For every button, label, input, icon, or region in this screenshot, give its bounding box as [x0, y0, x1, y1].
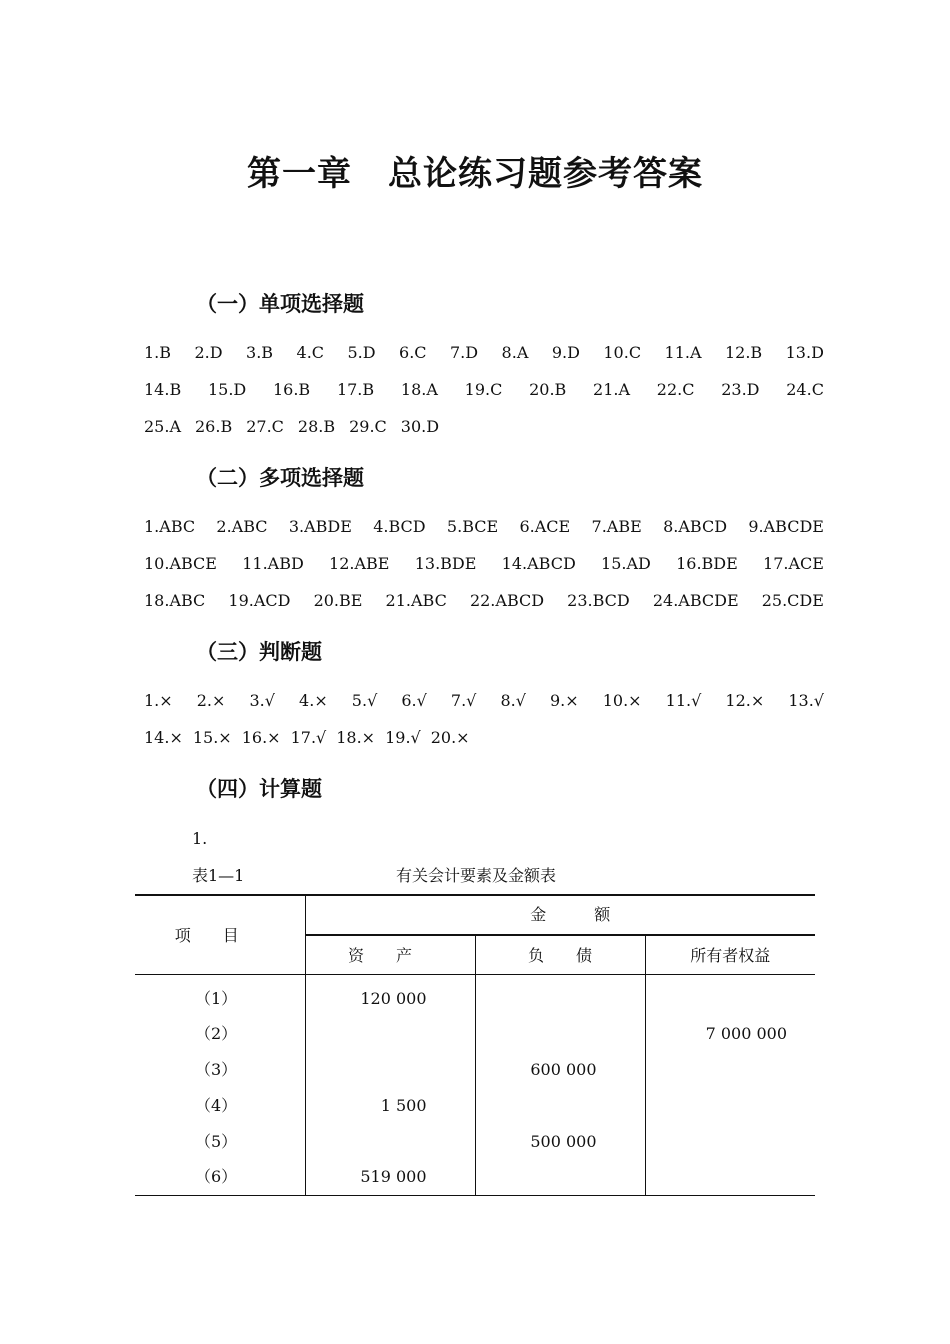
- equity-value: [646, 1124, 788, 1160]
- item-label: （3）: [195, 1060, 238, 1080]
- equity-value: [646, 1052, 788, 1088]
- answer-item: 24.ABCDE: [652, 591, 739, 610]
- answer-item: 17.√: [290, 728, 327, 747]
- asset-value: 120 000: [360, 988, 427, 1008]
- answer-item: 11.√: [665, 691, 702, 710]
- answer-item: 3.√: [249, 691, 275, 710]
- answer-item: 14.×: [144, 728, 183, 747]
- asset-value: [306, 1124, 427, 1160]
- answer-item: 11.ABD: [242, 554, 304, 573]
- header-item: 项 目: [135, 895, 305, 974]
- assets-column: [305, 974, 475, 1196]
- answer-item: 13.√: [788, 691, 824, 710]
- answer-item: 10.ABCE: [144, 554, 217, 573]
- item-label: （2）: [195, 1024, 238, 1044]
- answer-item: 2.×: [196, 691, 226, 710]
- answer-item: 6.√: [401, 691, 427, 710]
- answer-item: 22.ABCD: [469, 591, 545, 610]
- answer-item: 19.ACD: [228, 591, 291, 610]
- header-assets: 资 产: [305, 935, 475, 974]
- table-title: 有关会计要素及金额表: [396, 866, 557, 885]
- answer-item: 23.BCD: [567, 591, 630, 610]
- header-amount: 金 额: [305, 895, 815, 935]
- answer-item: 21.ABC: [385, 591, 447, 610]
- answer-item: 3.B: [246, 343, 274, 362]
- table-number: 表1—1: [192, 866, 245, 885]
- asset-value: [306, 1016, 427, 1052]
- answer-item: 22.C: [656, 380, 695, 399]
- question-number: 1.: [192, 829, 208, 848]
- section-multi-choice-heading: （二）多项选择题: [196, 466, 364, 490]
- answer-item: 18.×: [336, 728, 376, 747]
- liability-value: [476, 1016, 597, 1052]
- answer-item: 18.ABC: [144, 591, 206, 610]
- answer-item: 25.CDE: [761, 591, 824, 610]
- liability-value: 500 000: [530, 1131, 597, 1151]
- answer-item: 14.B: [144, 380, 182, 399]
- answer-item: 6.ACE: [519, 517, 571, 536]
- section-calculation-heading: （四）计算题: [196, 777, 322, 801]
- answer-item: 24.C: [786, 380, 824, 399]
- answer-item: 2.ABC: [216, 517, 268, 536]
- answer-item: 2.D: [194, 343, 223, 362]
- answer-item: 1.×: [144, 691, 173, 710]
- answer-item: 20.B: [529, 380, 567, 399]
- chapter-name: 总论练习题参考答案: [388, 154, 703, 194]
- answer-item: 4.×: [299, 691, 328, 710]
- answer-item: 26.B: [195, 417, 233, 436]
- answer-item: 7.√: [450, 691, 477, 710]
- answer-item: 12.ABE: [329, 554, 390, 573]
- answer-item: 19.C: [464, 380, 503, 399]
- answer-item: 11.A: [664, 343, 702, 362]
- answer-item: 25.A: [144, 417, 181, 436]
- single-choice-row-1: [144, 343, 824, 362]
- answer-item: 12.B: [724, 343, 763, 362]
- equity-value: [646, 981, 788, 1017]
- answer-item: 3.ABDE: [288, 517, 352, 536]
- page-title: [0, 146, 950, 195]
- answer-item: 12.×: [725, 691, 765, 710]
- liability-value: [476, 1159, 597, 1195]
- answer-item: 27.C: [246, 417, 284, 436]
- multi-choice-row-2: [144, 554, 824, 573]
- header-equity: 所有者权益: [690, 946, 771, 966]
- asset-value: 1 500: [380, 1095, 427, 1115]
- single-choice-row-3: [144, 417, 824, 436]
- answer-item: 5.√: [351, 691, 378, 710]
- item-label: （1）: [195, 988, 238, 1008]
- answer-item: 18.A: [400, 380, 438, 399]
- header-liabilities: 负 债: [475, 935, 645, 974]
- answer-item: 7.D: [450, 343, 479, 362]
- answer-item: 17.ACE: [763, 554, 824, 573]
- item-label: （5）: [195, 1131, 238, 1151]
- answer-item: 7.ABE: [591, 517, 642, 536]
- section-single-choice-heading: （一）单项选择题: [196, 292, 364, 316]
- answer-item: 14.ABCD: [501, 554, 576, 573]
- answer-item: 13.D: [785, 343, 824, 362]
- answer-item: 8.ABCD: [663, 517, 728, 536]
- answer-item: 5.D: [347, 343, 376, 362]
- equity-value: [646, 1088, 788, 1124]
- judgement-row-2: [144, 728, 824, 747]
- answer-item: 16.B: [272, 380, 311, 399]
- accounting-elements-table: [135, 894, 815, 1196]
- table-header-row-1: [135, 895, 815, 935]
- answer-item: 15.D: [207, 380, 247, 399]
- answer-item: 6.C: [399, 343, 427, 362]
- item-label: （6）: [195, 1167, 238, 1187]
- items-column: [135, 974, 305, 1196]
- chapter-label: 第一章: [247, 154, 352, 194]
- single-choice-row-2: [144, 380, 824, 399]
- answer-item: 13.BDE: [414, 554, 477, 573]
- answer-item: 20.BE: [313, 591, 363, 610]
- answer-item: 10.C: [603, 343, 642, 362]
- answer-item: 9.ABCDE: [748, 517, 824, 536]
- multi-choice-row-1: [144, 517, 824, 536]
- table-body-row: [135, 974, 815, 1196]
- section-judgement-heading: （三）判断题: [196, 640, 322, 664]
- answer-item: 17.B: [336, 380, 375, 399]
- liability-value: [476, 981, 597, 1017]
- answer-item: 19.√: [385, 728, 421, 747]
- liability-value: 600 000: [530, 1060, 597, 1080]
- answer-item: 16.BDE: [676, 554, 738, 573]
- multi-choice-row-3: [144, 591, 824, 610]
- equity-value: [646, 1159, 788, 1195]
- answer-item: 28.B: [297, 417, 336, 436]
- equity-column: [645, 974, 815, 1196]
- answer-item: 1.B: [144, 343, 172, 362]
- liabilities-column: [475, 974, 645, 1196]
- answer-item: 5.BCE: [446, 517, 499, 536]
- asset-value: [306, 1052, 427, 1088]
- answer-item: 23.D: [721, 380, 760, 399]
- answer-item: 21.A: [593, 380, 631, 399]
- answer-item: 1.ABC: [144, 517, 196, 536]
- answer-item: 20.×: [430, 728, 470, 747]
- answer-item: 9.D: [551, 343, 580, 362]
- answer-item: 30.D: [400, 417, 440, 436]
- answer-item: 10.×: [602, 691, 642, 710]
- liability-value: [476, 1088, 597, 1124]
- answer-item: 8.A: [501, 343, 529, 362]
- answer-item: 15.×: [192, 728, 232, 747]
- answer-item: 15.AD: [601, 554, 651, 573]
- answer-item: 9.×: [549, 691, 579, 710]
- judgement-row-1: [144, 691, 824, 710]
- answer-item: 4.C: [296, 343, 325, 362]
- answer-item: 4.BCD: [373, 517, 426, 536]
- answer-item: 16.×: [241, 728, 281, 747]
- answer-item: 8.√: [500, 691, 526, 710]
- equity-value: 7 000 000: [705, 1024, 787, 1044]
- item-label: （4）: [195, 1095, 238, 1115]
- asset-value: 519 000: [360, 1167, 427, 1187]
- answer-item: 29.C: [349, 417, 387, 436]
